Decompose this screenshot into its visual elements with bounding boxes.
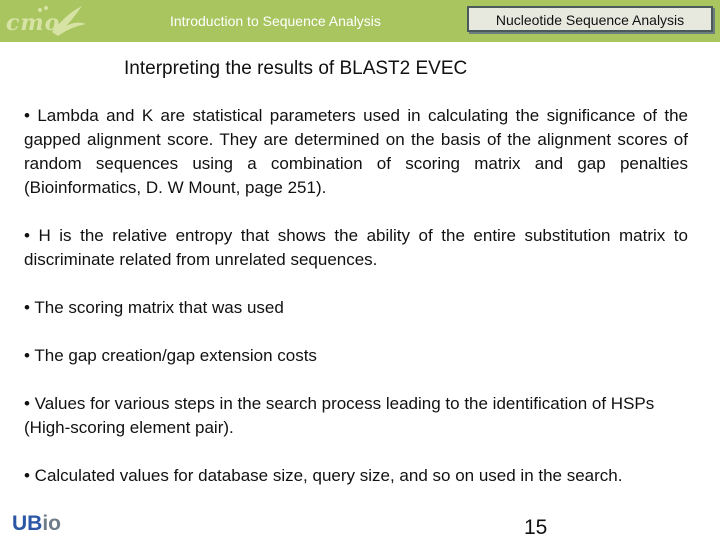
slide-header	[0, 0, 720, 42]
paragraph-scoring-matrix: • The scoring matrix that was used	[24, 298, 284, 317]
logo-io: io	[42, 512, 62, 535]
course-title: Introduction to Sequence Analysis	[170, 13, 381, 29]
slide-title: Interpreting the results of BLAST2 EVEC	[124, 58, 468, 79]
page-number: 15	[524, 516, 548, 539]
paragraph-search-values: • Values for various steps in the search process leading to the identification of HSPs (High-scoring element pair).	[24, 394, 655, 437]
topic-label: Nucleotide Sequence Analysis	[495, 12, 685, 28]
logo-text: cmo	[6, 10, 61, 36]
paragraph-entropy: • H is the relative entropy that shows the ability of the entire substitution matrix to discriminate related from unrelated sequences.	[24, 226, 688, 269]
cmo-logo	[4, 2, 104, 40]
logo-ub: UB	[12, 512, 43, 535]
topic-label-box	[467, 6, 713, 32]
paragraph-calculated-values: • Calculated values for database size, query size, and so on used in the search.	[24, 466, 623, 485]
paragraph-gap-costs: • The gap creation/gap extension costs	[24, 346, 317, 365]
paragraph-lambda-k: • Lambda and K are statistical parameters used in calculating the significance of the gapped alignment score. They are determined on the basis of the alignment scores of random sequences using a combination of scoring matrix and gap penalties (Bioinformatics, D. W Mount, page 251).	[24, 106, 688, 197]
ubio-logo	[12, 512, 61, 536]
